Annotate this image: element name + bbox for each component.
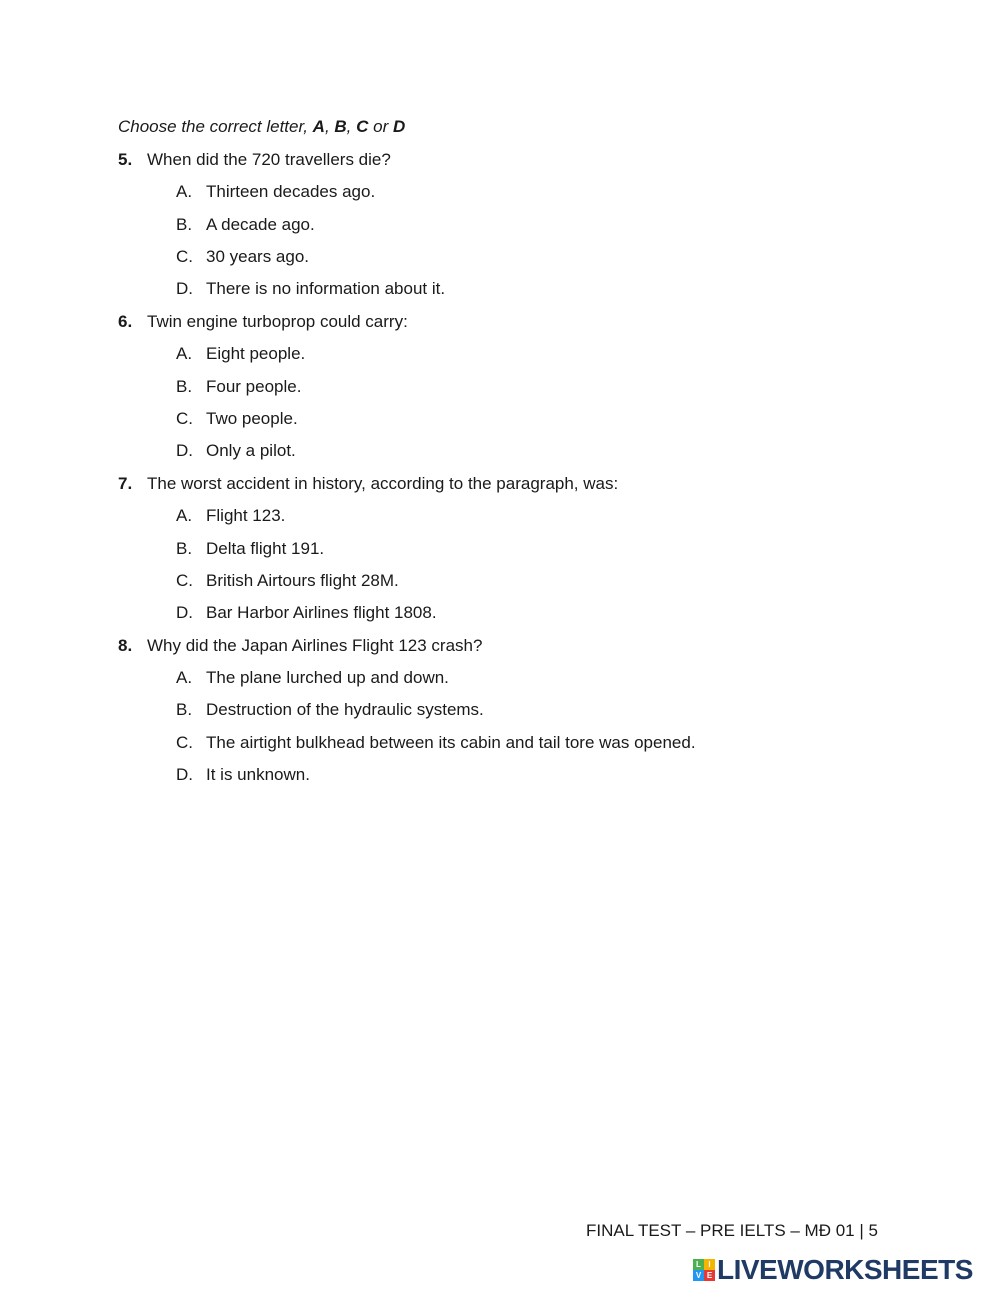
option-text: A decade ago. bbox=[206, 215, 315, 234]
logo-text: LIVEWORKSHEETS bbox=[717, 1254, 973, 1285]
option-7-c bbox=[176, 569, 399, 593]
option-letter: B. bbox=[176, 377, 193, 396]
option-letter: B. bbox=[176, 700, 193, 719]
question-number: 5. bbox=[118, 150, 133, 169]
option-5-d bbox=[176, 277, 445, 301]
option-letter: C. bbox=[176, 247, 193, 266]
option-letter: A. bbox=[176, 668, 193, 687]
question-text: Why did the Japan Airlines Flight 123 crash? bbox=[147, 636, 483, 655]
option-letter: D. bbox=[176, 279, 193, 298]
option-text: Eight people. bbox=[206, 344, 306, 363]
option-text: 30 years ago. bbox=[206, 247, 310, 266]
option-letter: C. bbox=[176, 409, 193, 428]
option-text: There is no information about it. bbox=[206, 279, 446, 298]
question-5 bbox=[118, 148, 391, 172]
instruction-letter-a: A bbox=[312, 117, 325, 136]
option-text: British Airtours flight 28M. bbox=[206, 571, 399, 590]
option-letter: D. bbox=[176, 441, 193, 460]
option-text: Only a pilot. bbox=[206, 441, 296, 460]
logo-mark-tile: E bbox=[704, 1270, 715, 1281]
option-letter: A. bbox=[176, 182, 193, 201]
option-text: Thirteen decades ago. bbox=[206, 182, 376, 201]
option-7-d bbox=[176, 601, 437, 625]
option-8-a bbox=[176, 666, 449, 690]
instruction-letter-b: B bbox=[334, 117, 347, 136]
option-letter: D. bbox=[176, 765, 193, 784]
option-text: Delta flight 191. bbox=[206, 539, 325, 558]
logo-mark-tile: L bbox=[693, 1259, 704, 1270]
option-6-c bbox=[176, 407, 298, 431]
option-letter: B. bbox=[176, 539, 193, 558]
option-letter: A. bbox=[176, 506, 193, 525]
question-8 bbox=[118, 634, 482, 658]
option-letter: C. bbox=[176, 571, 193, 590]
option-text: Four people. bbox=[206, 377, 302, 396]
option-8-b bbox=[176, 698, 484, 722]
instruction-separator: , bbox=[346, 117, 357, 136]
option-8-c bbox=[176, 731, 696, 755]
liveworksheets-logo[interactable] bbox=[693, 1254, 973, 1286]
option-letter: B. bbox=[176, 215, 193, 234]
question-text: Twin engine turboprop could carry: bbox=[147, 312, 408, 331]
question-6 bbox=[118, 310, 408, 334]
liveworksheets-logo-icon bbox=[693, 1259, 715, 1281]
option-6-d bbox=[176, 439, 296, 463]
instruction-prefix: Choose the correct letter, bbox=[118, 117, 313, 136]
option-text: Flight 123. bbox=[206, 506, 286, 525]
question-number: 6. bbox=[118, 312, 133, 331]
option-text: Destruction of the hydraulic systems. bbox=[206, 700, 484, 719]
logo-mark-tile: V bbox=[693, 1270, 704, 1281]
instruction-text bbox=[118, 117, 405, 137]
page-footer: FINAL TEST – PRE IELTS – MĐ 01 | 5 bbox=[586, 1221, 878, 1240]
question-text: When did the 720 travellers die? bbox=[147, 150, 391, 169]
option-text: The airtight bulkhead between its cabin and tail tore was opened. bbox=[206, 733, 696, 752]
option-letter: D. bbox=[176, 603, 193, 622]
option-5-c bbox=[176, 245, 309, 269]
option-text: Bar Harbor Airlines flight 1808. bbox=[206, 603, 437, 622]
option-8-d bbox=[176, 763, 310, 787]
logo-mark-tile: I bbox=[704, 1259, 715, 1270]
option-letter: A. bbox=[176, 344, 193, 363]
instruction-letter-c: C bbox=[356, 117, 369, 136]
option-7-a bbox=[176, 504, 285, 528]
option-text: It is unknown. bbox=[206, 765, 310, 784]
question-7 bbox=[118, 472, 618, 496]
question-number: 7. bbox=[118, 474, 133, 493]
option-7-b bbox=[176, 537, 324, 561]
instruction-letter-d: D bbox=[392, 117, 406, 136]
option-6-a bbox=[176, 342, 305, 366]
option-6-b bbox=[176, 375, 301, 399]
question-text: The worst accident in history, according to the paragraph, was: bbox=[147, 474, 619, 493]
option-text: The plane lurched up and down. bbox=[206, 668, 449, 687]
instruction-separator: , bbox=[324, 117, 335, 136]
option-5-a bbox=[176, 180, 375, 204]
option-letter: C. bbox=[176, 733, 193, 752]
option-5-b bbox=[176, 213, 315, 237]
question-number: 8. bbox=[118, 636, 133, 655]
option-text: Two people. bbox=[206, 409, 298, 428]
instruction-separator: or bbox=[368, 117, 393, 136]
